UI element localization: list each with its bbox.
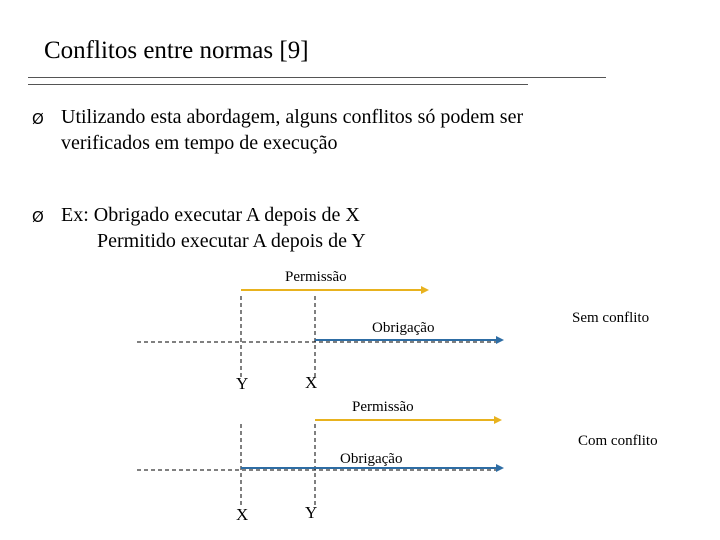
bottom-verdict: Com conflito [578,433,658,449]
bottom-permissao-label: Permissão [352,399,414,415]
arrow-bullet-icon: Ø [32,110,44,128]
top-obrigacao-label: Obrigação [372,320,435,336]
slide-title: Conflitos entre normas [9] [44,37,309,64]
bottom-left-marker: X [236,505,249,524]
top-left-marker: Y [236,374,249,393]
bottom-obrigacao-label: Obrigação [340,451,403,467]
top-right-marker: X [305,373,318,392]
bullet-2-line-2: Permitido executar A depois de Y [97,230,366,252]
top-verdict: Sem conflito [572,310,650,326]
bullet-1-line-2: verificados em tempo de execução [61,132,338,154]
arrow-bullet-icon: Ø [32,208,44,226]
bottom-right-marker: Y [305,503,318,522]
bullet-1-line-1: Utilizando esta abordagem, alguns conflitos só podem ser [61,106,524,128]
top-permissao-label: Permissão [285,269,347,285]
bullet-2-line-1: Ex: Obrigado executar A depois de X [61,204,360,226]
